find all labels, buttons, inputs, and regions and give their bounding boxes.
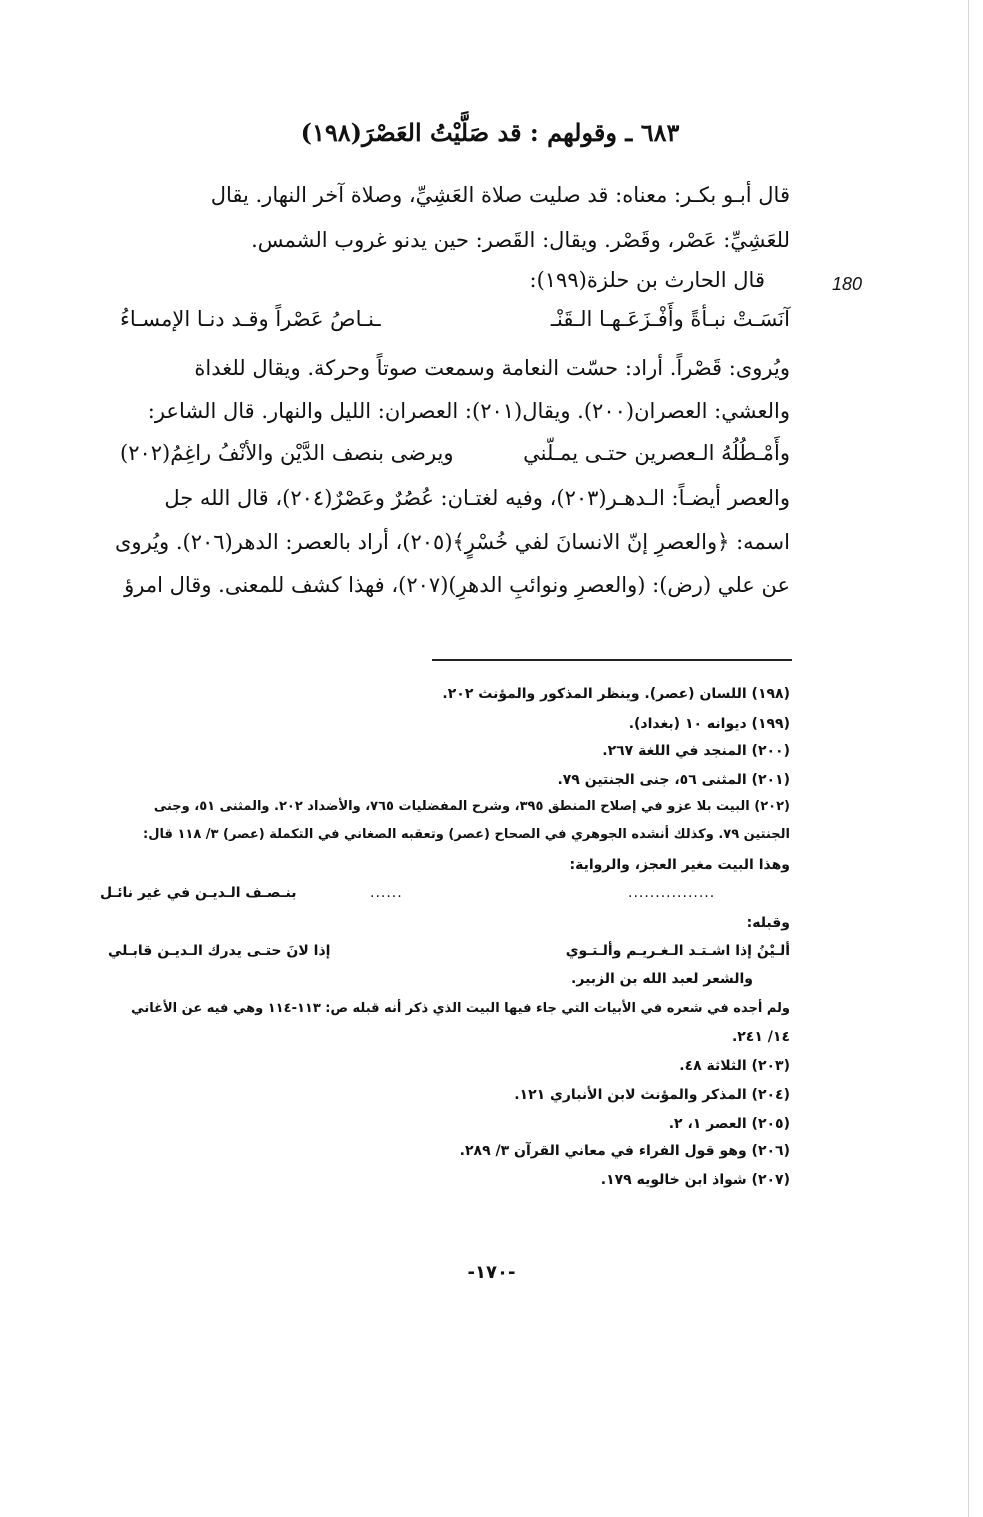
footnote-202-line: الجنتين ٧٩. وكذلك أنشده الجوهري في الصحاح (عصر) وتعقبه الصغاني في التكملة (عصر) ٣/ ١١٨ قال: [143, 827, 790, 842]
footnote-205: (٢٠٥) العصر ١، ٢. [668, 1116, 790, 1132]
text-line: اسمه: ﴿والعصرِ إنّ الانسانَ لفي خُسْرٍ﴾(٢٠٥)، أراد بالعصر: الدهر(٢٠٦). ويُروى [115, 530, 790, 554]
margin-number: 180 [832, 274, 863, 294]
text-line: للعَشِيِّ: عَصْر، وقَصْر. ويقال: القَصر: حين يدنو غروب الشمس. [251, 228, 790, 252]
text-line: والعصر أيضـاً: الـدهـر(٢٠٣)، وفيه لغتـان: عُصُرٌ وعَصْرٌ(٢٠٤)، قال الله جل [164, 486, 790, 510]
ellipsis-dots: ...... [370, 885, 403, 901]
footnote-202-verse: بنـصـف الـديـن في غير نائـل [100, 885, 297, 901]
footnote-202-line: (٢٠٢) البيت بلا عزو في إصلاح المنطق ٣٩٥، وشرح المفضليات ٧٦٥، والأضداد ٢٠٢. والمثنى ٥١، وجنى [153, 799, 790, 814]
footnote-separator [432, 659, 792, 661]
entry-title: ٦٨٣ ـ وقولهم : قد صَلَّيْتُ العَصْرَ(١٩٨) [300, 118, 680, 147]
footnote-202-line: وقبله: [746, 915, 790, 931]
footnote-202-line: ١٤/ ٢٤١. [731, 1029, 790, 1045]
verse-second-hemistich: ـنـاصُ عَصْراً وقـد دنـا الإمسـاءُ [120, 307, 381, 331]
footnote-204: (٢٠٤) المذكر والمؤنث لابن الأنباري ١٢١. [514, 1087, 790, 1103]
footnote-202-line: ولم أجده في شعره في الأبيات التي جاء فيها البيت الذي ذكر أنه قبله ص: ١١٣-١١٤ وهي فيه عن الأغاني [131, 1001, 790, 1016]
footnote-198: (١٩٨) اللسان (عصر). وينظر المذكور والمؤنث ٢٠٢. [442, 686, 790, 702]
footnote-202-line: وهذا البيت مغير العجز، والرواية: [569, 857, 790, 873]
verse-first-hemistich: آنَسَـتْ نبـأةً وأَفْـزَعَـهـا الـقَنْـ [550, 307, 790, 331]
text-line: والعشي: العصران(٢٠٠). ويقال(٢٠١): العصران: الليل والنهار. قال الشاعر: [147, 399, 790, 423]
verse-first-hemistich: وأَمْـطُلُهُ الـعصرين حتـى يمـلّني [523, 441, 790, 465]
footnote-202-verse-first: ألـيْنُ إذا اشـتـد الـغـريـم وألـتـوي [565, 943, 790, 959]
footnote-201: (٢٠١) المثنى ٥٦، جنى الجنتين ٧٩. [557, 772, 790, 788]
text-line: قال أبـو بكـر: معناه: قد صليت صلاة العَشِيِّ، وصلاة آخر النهار. يقال [210, 183, 790, 207]
footnote-203: (٢٠٣) الثلاثة ٤٨. [679, 1058, 790, 1074]
page-edge-line [968, 0, 969, 1517]
footnote-200: (٢٠٠) المنجد في اللغة ٢٦٧. [602, 743, 790, 759]
page-number: -١٧٠- [467, 1262, 516, 1283]
text-line: عن علي (رض): (والعصرِ ونوائبِ الدهرِ)(٢٠٧)، فهذا كشف للمعنى. وقال امرؤ [124, 573, 790, 597]
footnote-202-verse-second: إذا لانَ حتـى يدرك الـديـن قابـلي [108, 943, 331, 959]
verse-second-hemistich: ويرضى بنصف الدَّيْن والأنْفُ راغِمُ(٢٠٢) [120, 441, 454, 465]
footnote-207: (٢٠٧) شواذ ابن خالويه ١٧٩. [600, 1172, 790, 1188]
footnote-202-line: والشعر لعبد الله بن الزبير. [571, 971, 753, 987]
footnote-206: (٢٠٦) وهو قول الفراء في معاني القرآن ٣/ ٢٨٩. [459, 1143, 790, 1159]
text-line: قال الحارث بن حلزة(١٩٩): [529, 268, 765, 292]
footnote-199: (١٩٩) ديوانه ١٠ (بغداد). [628, 716, 790, 732]
ellipsis-dots: ................ [628, 885, 716, 901]
text-line: ويُروى: قَصْراً. أراد: حسّت النعامة وسمعت صوتاً وحركة. ويقال للغداة [194, 356, 790, 380]
